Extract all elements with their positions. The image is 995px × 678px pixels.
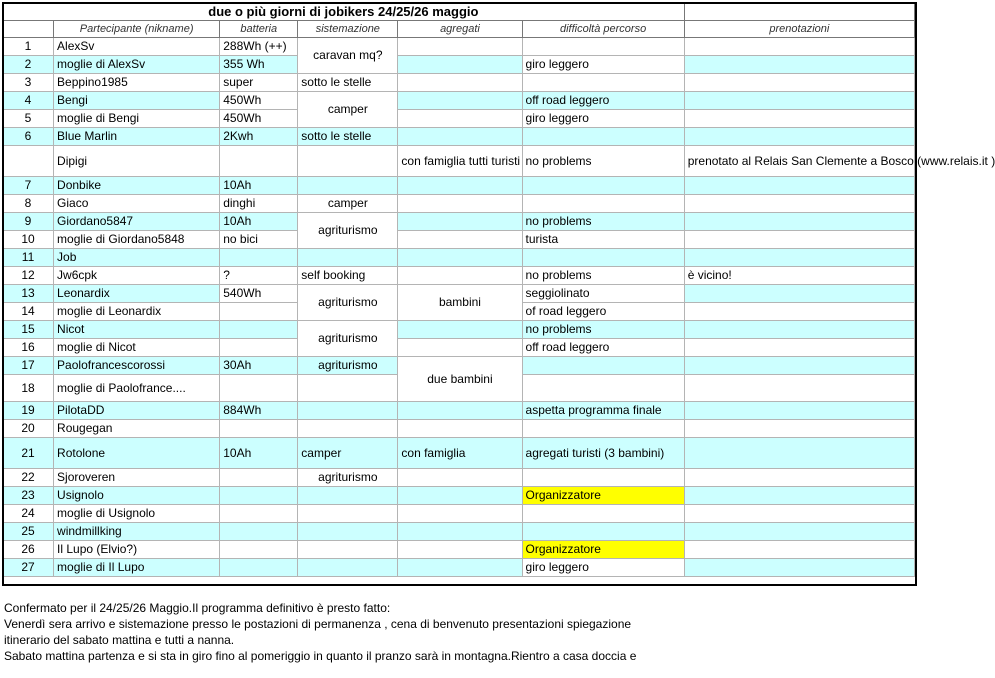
participant-name: moglie di Giordano5848	[54, 231, 220, 249]
participant-name: Rotolone	[54, 438, 220, 469]
row-number: 26	[3, 541, 54, 559]
row-number: 13	[3, 285, 54, 303]
table-row	[3, 559, 915, 577]
sistemazione-cell: caravan mq?	[298, 38, 398, 74]
sistemazione-cell: sotto le stelle	[298, 74, 398, 92]
participant-name: Dipigi	[54, 146, 220, 177]
table-row	[3, 177, 915, 195]
sistemazione-cell: camper	[298, 195, 398, 213]
battery-cell: 10Ah	[220, 177, 298, 195]
battery-cell: no bici	[220, 231, 298, 249]
battery-cell: ?	[220, 267, 298, 285]
sistemazione-cell: agriturismo	[298, 357, 398, 375]
sistemazione-cell: agriturismo	[298, 469, 398, 487]
participant-name: moglie di Bengi	[54, 110, 220, 128]
table-row	[3, 402, 915, 420]
battery-cell: 288Wh (++)	[220, 38, 298, 56]
agregati-cell: con famiglia	[398, 438, 522, 469]
prenotazioni-cell: è vicino!	[684, 267, 914, 285]
participant-name: Blue Marlin	[54, 128, 220, 146]
table-row	[3, 38, 915, 56]
table-row	[3, 74, 915, 92]
battery-cell: 450Wh	[220, 110, 298, 128]
row-number: 20	[3, 420, 54, 438]
difficolta-cell: no problems	[522, 267, 684, 285]
difficolta-cell	[522, 38, 684, 56]
battery-cell: 30Ah	[220, 357, 298, 375]
organizer-badge: Organizzatore	[522, 541, 684, 559]
sistemazione-cell: camper	[298, 92, 398, 128]
table-row	[3, 56, 915, 74]
participant-name: Beppino1985	[54, 74, 220, 92]
participant-name: moglie di Paolofrance....	[54, 375, 220, 402]
row-number: 7	[3, 177, 54, 195]
table-row	[3, 357, 915, 375]
row-number: 12	[3, 267, 54, 285]
row-number: 18	[3, 375, 54, 402]
participant-name: Paolofrancescorossi	[54, 357, 220, 375]
participant-name: Il Lupo (Elvio?)	[54, 541, 220, 559]
prenotazioni-cell	[684, 56, 914, 74]
table-row	[3, 231, 915, 249]
difficolta-cell: off road leggero	[522, 339, 684, 357]
header-prenotazioni: prenotazioni	[684, 21, 914, 38]
sistemazione-cell: agriturismo	[298, 285, 398, 321]
participant-name: Bengi	[54, 92, 220, 110]
battery-cell: 2Kwh	[220, 128, 298, 146]
battery-cell: 10Ah	[220, 213, 298, 231]
table-row	[3, 195, 915, 213]
row-number: 11	[3, 249, 54, 267]
note-line: Venerdì sera arrivo e sistemazione presso le postazioni di permanenza , cena di benvenuto presentazioni spiegazione	[4, 617, 632, 631]
participant-name: Giordano5847	[54, 213, 220, 231]
difficolta-cell: giro leggero	[522, 56, 684, 74]
battery-cell: 450Wh	[220, 92, 298, 110]
participant-name: windmillking	[54, 523, 220, 541]
battery-cell: dinghi	[220, 195, 298, 213]
title-row	[3, 3, 915, 21]
sistemazione-cell: camper	[298, 438, 398, 469]
difficolta-cell: turista	[522, 231, 684, 249]
participant-name: moglie di Nicot	[54, 339, 220, 357]
row-number: 3	[3, 74, 54, 92]
row-number: 17	[3, 357, 54, 375]
participant-name: Leonardix	[54, 285, 220, 303]
table-row	[3, 321, 915, 339]
participant-name: PilotaDD	[54, 402, 220, 420]
note-line: Sabato mattina partenza e si sta in giro fino al pomeriggio in quanto il pranzo sarà in montagna.Rientro a casa doccia e	[4, 649, 637, 663]
row-number: 1	[3, 38, 54, 56]
battery-cell: 540Wh	[220, 285, 298, 303]
agregati-cell: bambini	[398, 285, 522, 321]
difficolta-cell: giro leggero	[522, 559, 684, 577]
sistemazione-cell: agriturismo	[298, 213, 398, 249]
row-number: 16	[3, 339, 54, 357]
participant-name: Nicot	[54, 321, 220, 339]
participant-name: moglie di Usignolo	[54, 505, 220, 523]
table-row	[3, 146, 915, 177]
row-number	[3, 146, 54, 177]
header-agregati: agregati	[398, 21, 522, 38]
row-number: 6	[3, 128, 54, 146]
header-sistemazione: sistemazione	[298, 21, 398, 38]
table-row	[3, 339, 915, 357]
table-row	[3, 523, 915, 541]
sheet-title: due o più giorni di jobikers 24/25/26 maggio	[3, 3, 685, 21]
table-row	[3, 249, 915, 267]
notes-text	[4, 600, 919, 664]
battery-cell: super	[220, 74, 298, 92]
table-row	[3, 438, 915, 469]
difficolta-cell: no problems	[522, 213, 684, 231]
organizer-badge: Organizzatore	[522, 487, 684, 505]
prenotazioni-cell	[684, 38, 914, 56]
participant-name: Donbike	[54, 177, 220, 195]
table-row	[3, 213, 915, 231]
battery-cell: 355 Wh	[220, 56, 298, 74]
participant-name: Job	[54, 249, 220, 267]
table-row	[3, 285, 915, 303]
agregati-cell	[398, 56, 522, 74]
table-row	[3, 505, 915, 523]
difficolta-cell: giro leggero	[522, 110, 684, 128]
row-number: 10	[3, 231, 54, 249]
table-row	[3, 92, 915, 110]
table-row	[3, 420, 915, 438]
difficolta-cell: off road leggero	[522, 92, 684, 110]
participant-name: Jw6cpk	[54, 267, 220, 285]
participant-name: Usignolo	[54, 487, 220, 505]
table-row	[3, 128, 915, 146]
sistemazione-cell: sotto le stelle	[298, 128, 398, 146]
agregati-cell: due bambini	[398, 357, 522, 402]
sistemazione-cell: self booking	[298, 267, 398, 285]
row-number: 21	[3, 438, 54, 469]
note-line: itinerario del sabato mattina e tutti a nanna.	[4, 633, 235, 647]
battery-cell: 10Ah	[220, 438, 298, 469]
participant-name: Sjoroveren	[54, 469, 220, 487]
difficolta-cell: agregati turisti (3 bambini)	[522, 438, 684, 469]
agregati-cell: con famiglia tutti turisti	[398, 146, 522, 177]
table-row	[3, 469, 915, 487]
sistemazione-cell: agriturismo	[298, 321, 398, 357]
row-number: 23	[3, 487, 54, 505]
row-number: 15	[3, 321, 54, 339]
row-number: 4	[3, 92, 54, 110]
header-partecipante: Partecipante (nikname)	[54, 21, 220, 38]
table-row	[3, 267, 915, 285]
participant-name: moglie di Leonardix	[54, 303, 220, 321]
table-row	[3, 487, 915, 505]
table-row	[3, 541, 915, 559]
difficolta-cell: no problems	[522, 146, 684, 177]
row-number: 5	[3, 110, 54, 128]
header-difficolta: difficoltà percorso	[522, 21, 684, 38]
row-number: 19	[3, 402, 54, 420]
difficolta-cell: aspetta programma finale	[522, 402, 684, 420]
difficolta-cell: no problems	[522, 321, 684, 339]
row-number: 25	[3, 523, 54, 541]
row-number: 27	[3, 559, 54, 577]
header-row	[3, 21, 915, 38]
table-row	[3, 110, 915, 128]
battery-cell: 884Wh	[220, 402, 298, 420]
participant-name: AlexSv	[54, 38, 220, 56]
participant-name: moglie di Il Lupo	[54, 559, 220, 577]
agregati-cell	[398, 38, 522, 56]
prenotazioni-cell: prenotato al Relais San Clemente a Bosco (www.relais.it )	[684, 146, 914, 177]
difficolta-cell: seggiolinato	[522, 285, 684, 303]
participant-name: moglie di AlexSv	[54, 56, 220, 74]
header-batteria: batteria	[220, 21, 298, 38]
note-line: Confermato per il 24/25/26 Maggio.Il programma definitivo è presto fatto:	[4, 601, 391, 615]
participants-table	[2, 2, 995, 577]
row-number: 22	[3, 469, 54, 487]
difficolta-cell: of road leggero	[522, 303, 684, 321]
row-number: 2	[3, 56, 54, 74]
row-number: 9	[3, 213, 54, 231]
row-number: 14	[3, 303, 54, 321]
participant-name: Rougegan	[54, 420, 220, 438]
row-number: 24	[3, 505, 54, 523]
row-number: 8	[3, 195, 54, 213]
participant-name: Giaco	[54, 195, 220, 213]
